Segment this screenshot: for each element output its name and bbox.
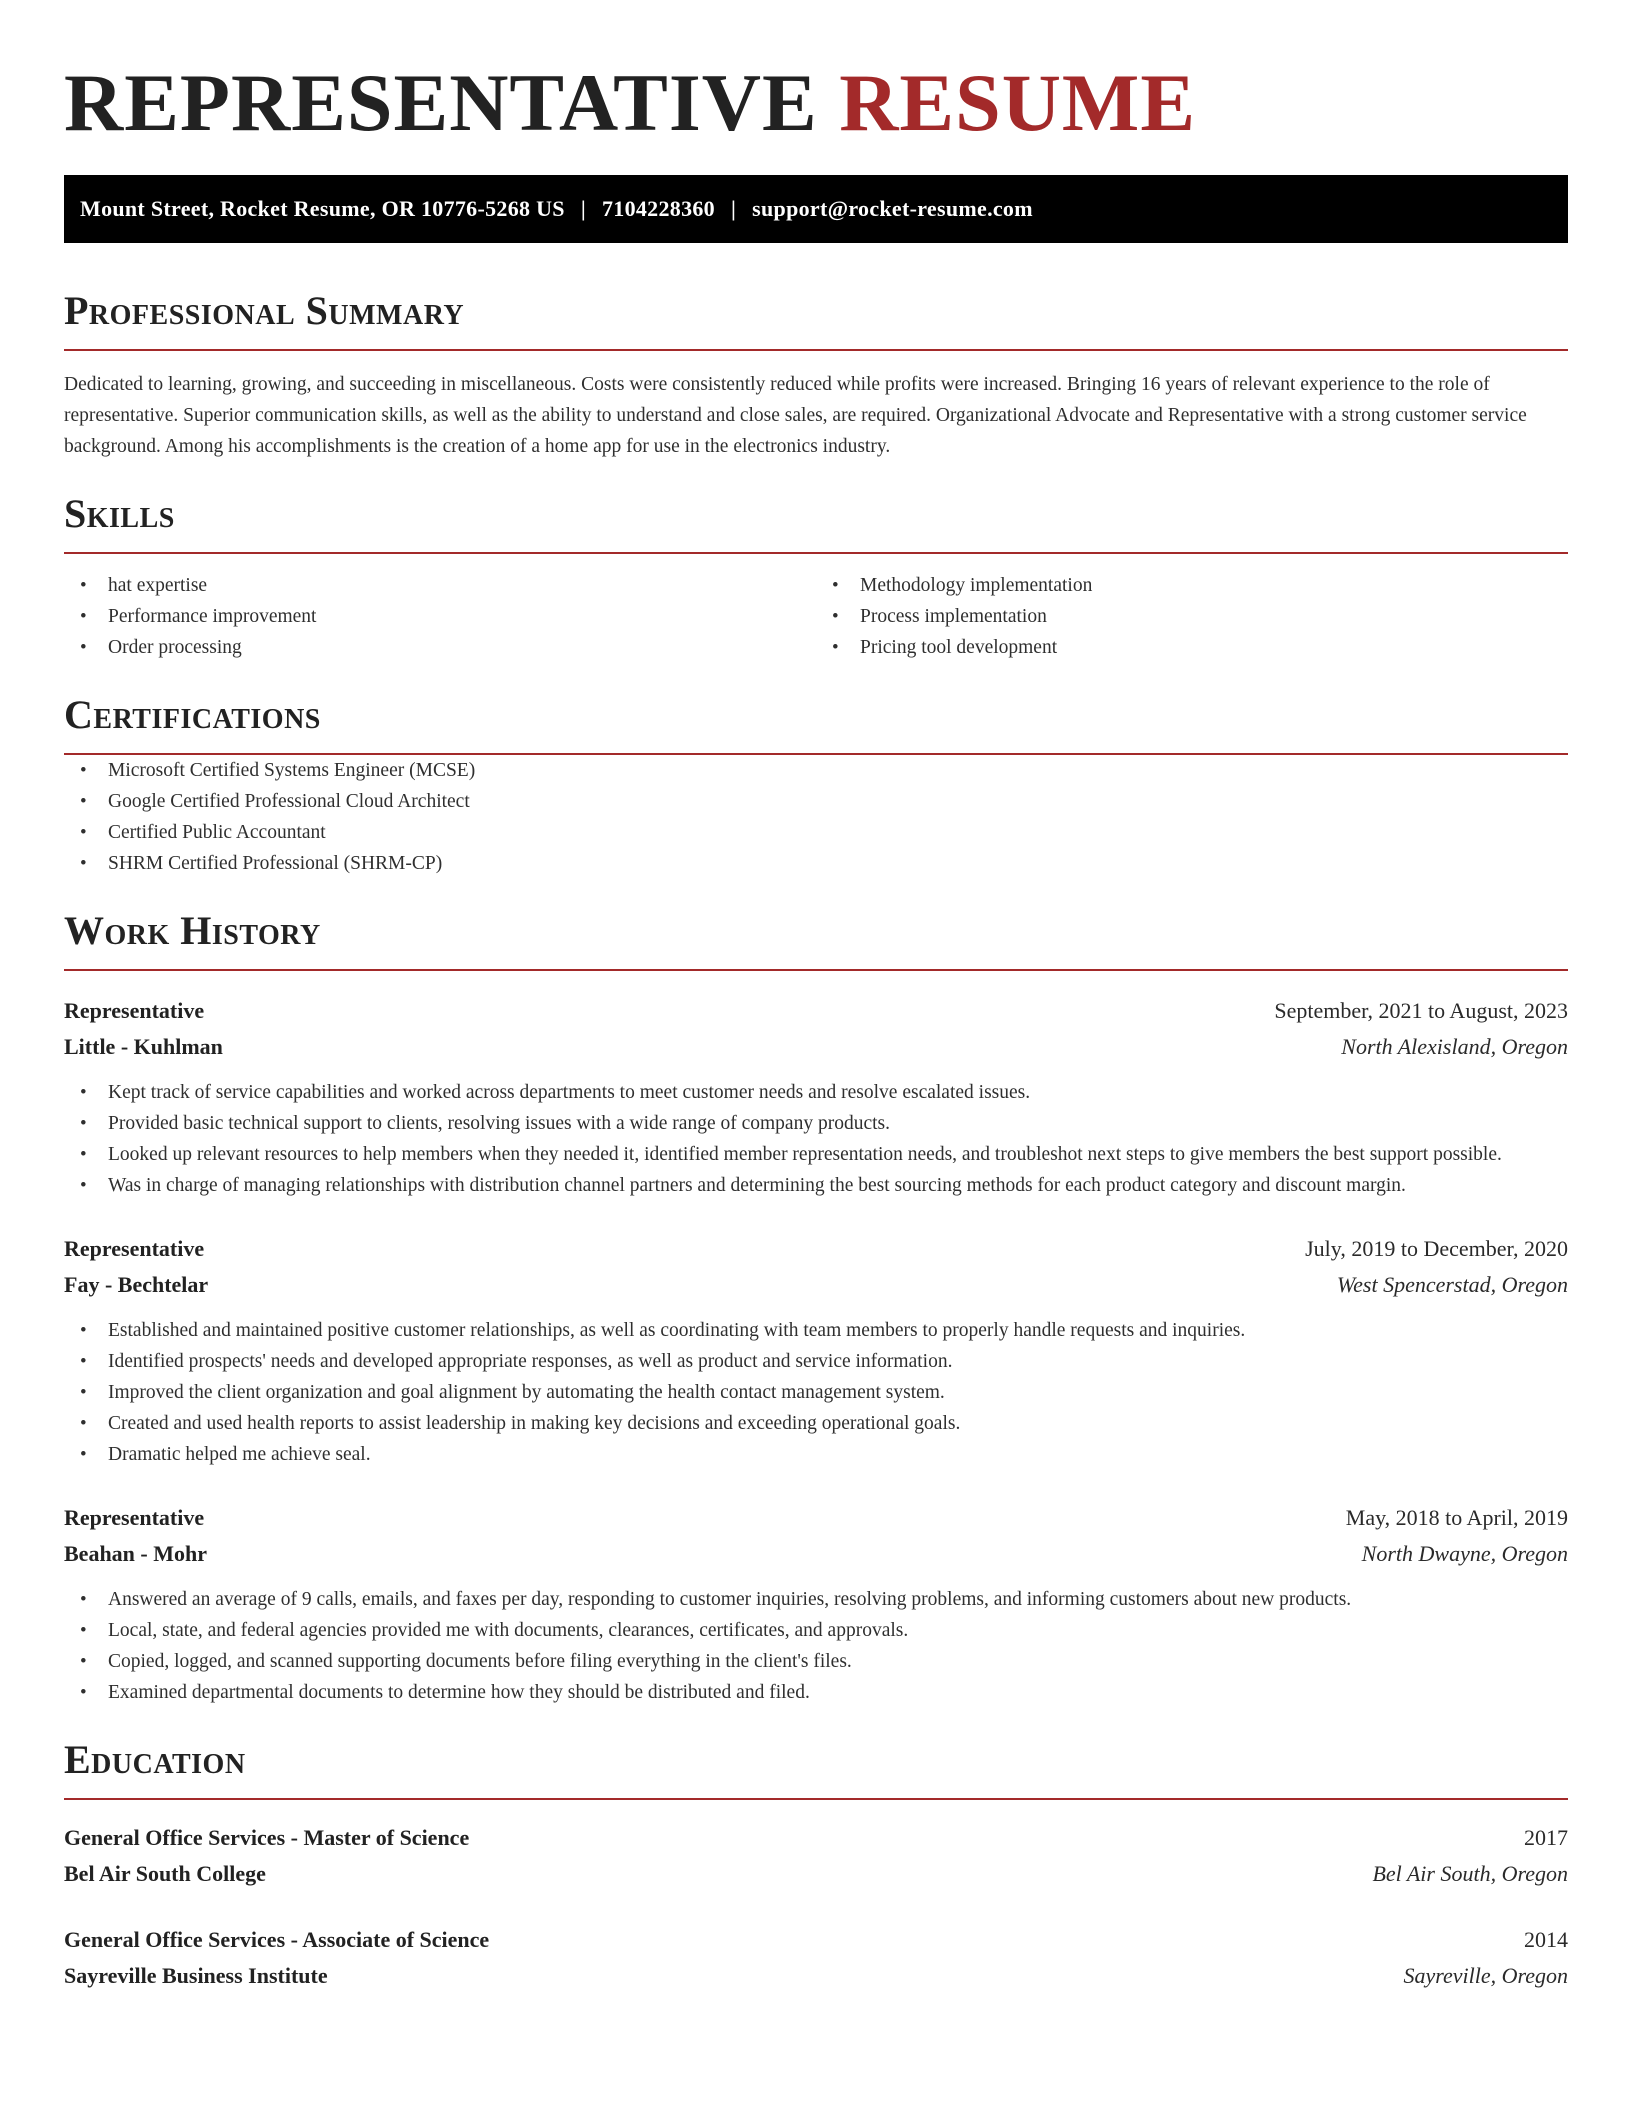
education-entry: [64, 1820, 1568, 1892]
job-location: North Alexisland, Oregon: [1341, 1034, 1568, 1059]
education-section: [64, 1738, 1568, 1994]
certifications-list: [64, 755, 1568, 879]
job-title: Representative: [64, 998, 205, 1023]
education-year: 2017: [1524, 1825, 1568, 1850]
section-divider: [64, 1798, 1568, 1800]
skill-item: • Order processing: [64, 632, 816, 663]
contact-separator: |: [580, 196, 586, 221]
job-bullet: • Was in charge of managing relationships with distribution channel partners and determining the best sourcing methods for each product category and discount margin.: [64, 1170, 1568, 1201]
job-bullet: • Local, state, and federal agencies provided me with documents, clearances, certificates, and approvals.: [64, 1615, 1568, 1646]
education-location: Bel Air South, Oregon: [1372, 1861, 1568, 1886]
job-dates: May, 2018 to April, 2019: [1345, 1505, 1568, 1530]
skills-list-right: [816, 570, 1568, 663]
certification-item: • Microsoft Certified Systems Engineer (MCSE): [64, 755, 1568, 786]
job-bullet: • Provided basic technical support to clients, resolving issues with a wide range of company products.: [64, 1108, 1568, 1139]
job-bullet: • Identified prospects' needs and developed appropriate responses, as well as product and service information.: [64, 1346, 1568, 1377]
job-header-row: [64, 1231, 1568, 1267]
summary-section: [64, 289, 1568, 462]
job-bullet: • Dramatic helped me achieve seal.: [64, 1439, 1568, 1470]
skills-list-left: [64, 570, 816, 663]
job-company: Beahan - Mohr: [64, 1541, 207, 1566]
job-header-row: [64, 1500, 1568, 1536]
certifications-section: [64, 693, 1568, 879]
skill-item: • Process implementation: [816, 601, 1568, 632]
summary-text: Dedicated to learning, growing, and succeeding in miscellaneous. Costs were consistently reduced while profits were increased. Bringing 16 years of relevant experience to the role of representative. Superior communication skills, as well as the ability to understand and close sales, are required. Organizational Advocate and Representative with a strong customer service background. Among his accomplishments is the creation of a home app for use in the electronics industry.: [64, 374, 1527, 457]
job-bullet: • Answered an average of 9 calls, emails, and faxes per day, responding to customer inquiries, resolving problems, and informing customers about new products.: [64, 1584, 1568, 1615]
job-bullet: • Kept track of service capabilities and worked across departments to meet customer needs and resolve escalated issues.: [64, 1077, 1568, 1108]
job-bullet: • Improved the client organization and goal alignment by automating the health contact management system.: [64, 1377, 1568, 1408]
section-divider: [64, 349, 1568, 351]
contact-phone: 7104228360: [601, 196, 715, 221]
education-entry: [64, 1922, 1568, 1994]
skills-columns: [64, 570, 1568, 663]
job-company-row: [64, 1536, 1568, 1572]
title-main: REPRESENTATIVE: [64, 57, 818, 148]
education-school: Bel Air South College: [64, 1861, 266, 1886]
job-title: Representative: [64, 1505, 205, 1530]
job-entry: [64, 1231, 1568, 1470]
job-company-row: [64, 1267, 1568, 1303]
skill-item: • hat expertise: [64, 570, 816, 601]
education-school-row: [64, 1958, 1568, 1994]
education-degree-row: [64, 1922, 1568, 1958]
education-degree-row: [64, 1820, 1568, 1856]
education-year: 2014: [1524, 1927, 1568, 1952]
job-bullets: [64, 1315, 1568, 1470]
work-history-section: [64, 909, 1568, 1708]
skills-section: [64, 492, 1568, 663]
skill-item: • Methodology implementation: [816, 570, 1568, 601]
section-heading-education: Education: [64, 1737, 246, 1782]
education-degree: General Office Services - Associate of Science: [64, 1927, 490, 1952]
skill-item: • Pricing tool development: [816, 632, 1568, 663]
section-heading-skills: Skills: [64, 491, 175, 536]
contact-address: Mount Street, Rocket Resume, OR 10776-5268 US: [80, 196, 565, 221]
job-bullet: • Established and maintained positive customer relationships, as well as coordinating with team members to properly handle requests and inquiries.: [64, 1315, 1568, 1346]
job-bullets: [64, 1077, 1568, 1201]
section-heading-certifications: Certifications: [64, 692, 321, 737]
job-dates: September, 2021 to August, 2023: [1274, 998, 1568, 1023]
job-bullet: • Copied, logged, and scanned supporting documents before filing everything in the client's files.: [64, 1646, 1568, 1677]
job-company-row: [64, 1029, 1568, 1065]
education-school-row: [64, 1856, 1568, 1892]
section-heading-work-history: Work History: [64, 908, 321, 953]
contact-separator: |: [730, 196, 737, 221]
certification-item: • Google Certified Professional Cloud Architect: [64, 786, 1568, 817]
section-divider: [64, 969, 1568, 971]
job-company: Little - Kuhlman: [64, 1034, 223, 1059]
skill-item: • Performance improvement: [64, 601, 816, 632]
certification-item: • Certified Public Accountant: [64, 817, 1568, 848]
job-entry: [64, 1500, 1568, 1708]
job-location: North Dwayne, Oregon: [1361, 1541, 1568, 1566]
job-dates: July, 2019 to December, 2020: [1305, 1236, 1568, 1261]
job-bullet: • Examined departmental documents to determine how they should be distributed and filed.: [64, 1677, 1568, 1708]
job-bullet: • Created and used health reports to assist leadership in making key decisions and exceeding operational goals.: [64, 1408, 1568, 1439]
job-title: Representative: [64, 1236, 205, 1261]
job-bullet: • Looked up relevant resources to help members when they needed it, identified member representation needs, and troubleshot next steps to give members the best support possible.: [64, 1139, 1568, 1170]
job-company: Fay - Bechtelar: [64, 1272, 209, 1297]
section-divider: [64, 552, 1568, 554]
job-location: West Spencerstad, Oregon: [1336, 1272, 1568, 1297]
education-school: Sayreville Business Institute: [64, 1963, 328, 1988]
certification-item: • SHRM Certified Professional (SHRM-CP): [64, 848, 1568, 879]
education-location: Sayreville, Oregon: [1403, 1963, 1568, 1988]
job-bullets: [64, 1584, 1568, 1708]
education-degree: General Office Services - Master of Science: [64, 1825, 470, 1850]
job-header-row: [64, 993, 1568, 1029]
resume-title: [64, 57, 1568, 149]
contact-bar: [64, 175, 1568, 243]
section-heading-summary: Professional Summary: [64, 288, 465, 333]
title-accent: RESUME: [839, 57, 1197, 148]
contact-email[interactable]: support@rocket-resume.com: [752, 196, 1033, 221]
job-entry: [64, 993, 1568, 1201]
